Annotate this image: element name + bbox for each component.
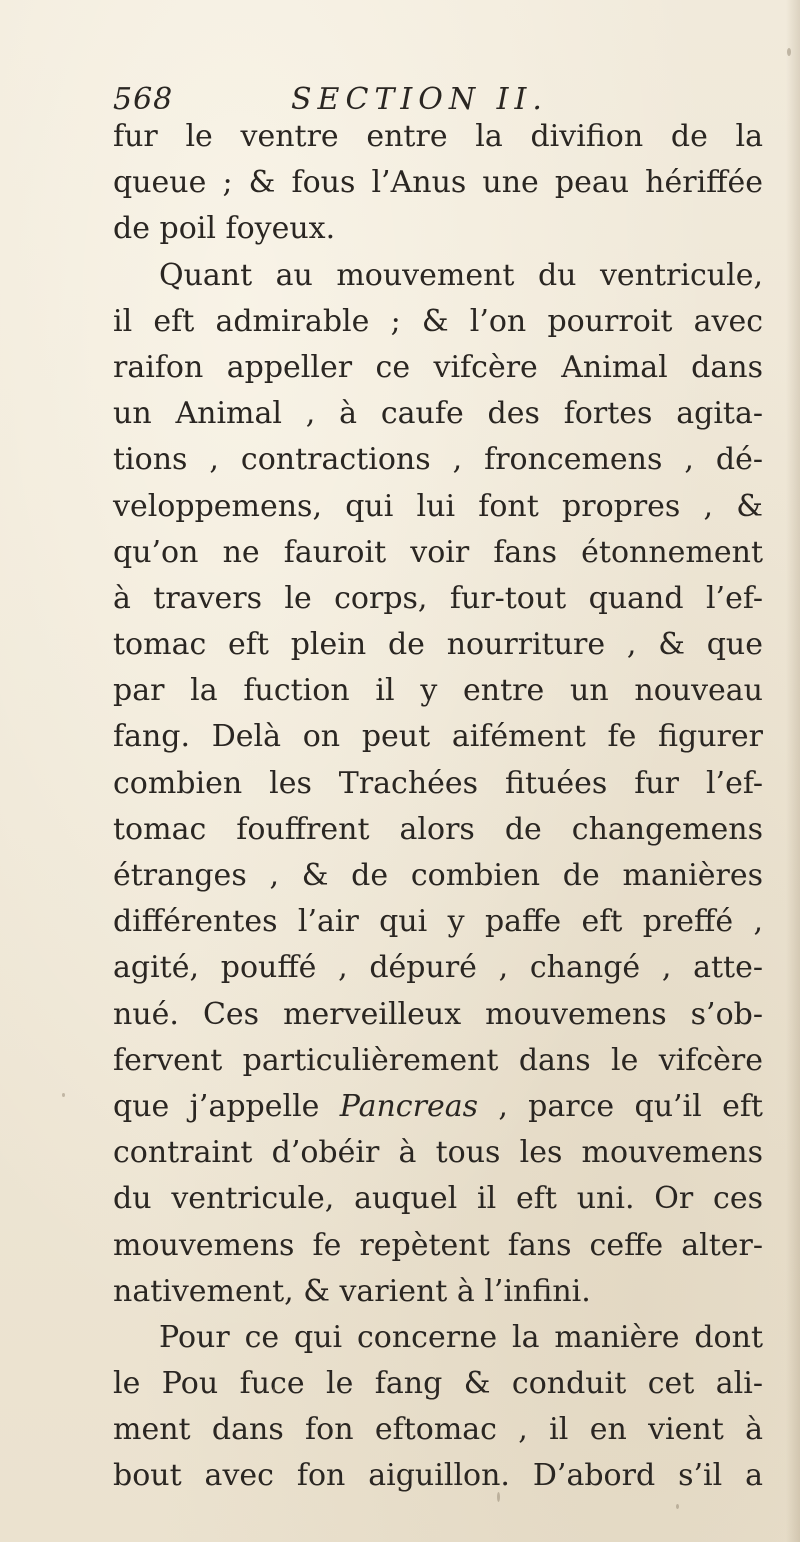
text-line: tomac eft plein de nourriture , & que: [113, 627, 763, 663]
text-line: nué. Ces merveilleux mouvemens s’ob-: [113, 996, 763, 1032]
paper-speck: [273, 1387, 275, 1393]
text-line: de poil foyeux.: [113, 211, 336, 247]
text-fragment: que j’appelle: [113, 1088, 340, 1124]
text-line: ment dans fon eftomac , il en vient à: [113, 1412, 763, 1448]
paper-speck: [787, 48, 791, 56]
text-line: veloppemens, qui lui font propres , &: [113, 488, 763, 524]
text-line: différentes l’air qui y paffe eft preffé ,: [113, 904, 763, 940]
text-line: contraint d’obéir à tous les mouvemens: [113, 1135, 763, 1171]
paper-speck: [497, 1492, 500, 1502]
italic-term-pancreas: Pancreas: [339, 1088, 478, 1124]
body-text: [113, 114, 763, 1500]
text-line: mouvemens fe repètent fans ceffe alter-: [113, 1227, 763, 1263]
text-line: il eft admirable ; & l’on pourroit avec: [113, 303, 763, 339]
text-line: étranges , & de combien de manières: [113, 858, 763, 893]
text-line: bout avec fon aiguillon. D’abord s’il a: [113, 1458, 763, 1494]
text-line: tions , contractions , froncemens , dé-: [113, 442, 763, 478]
text-line: queue ; & fous l’Anus une peau hériffée: [113, 165, 763, 201]
paragraph-first-line: Pour ce qui concerne la manière dont: [159, 1319, 763, 1355]
text-line: fang. Delà on peut aifément fe figurer: [113, 719, 763, 755]
text-line: combien les Trachées fituées fur l’ef-: [113, 765, 763, 801]
paper-speck: [62, 1093, 65, 1097]
text-line: tomac fouffrent alors de changemens: [113, 811, 763, 847]
page-number: 568: [113, 82, 174, 117]
text-line: par la fuction il y entre un nouveau: [113, 673, 763, 709]
page-edge-shadow: [786, 0, 800, 1542]
text-fragment: , parce qu’il eft: [478, 1088, 763, 1124]
text-line: à travers le corps, fur-tout quand l’ef-: [113, 580, 763, 616]
text-line: qu’on ne fauroit voir fans étonnement: [113, 534, 763, 570]
paragraph-first-line: Quant au mouvement du ventricule,: [159, 257, 763, 293]
text-line: du ventricule, auquel il eft uni. Or ces: [113, 1181, 763, 1217]
text-line: un Animal , à caufe des fortes agita-: [113, 396, 763, 432]
text-line: nativement, & varient à l’infini.: [113, 1273, 591, 1309]
text-line: agité, pouffé , dépuré , changé , atte-: [113, 950, 763, 986]
text-line: raifon appeller ce vifcère Animal dans: [113, 349, 763, 385]
paper-speck: [676, 1504, 679, 1509]
text-line: le Pou fuce le fang & conduit cet ali-: [113, 1366, 763, 1402]
running-title: SECTION II.: [291, 82, 548, 117]
text-line: fur le ventre entre la divifion de la: [113, 119, 763, 154]
text-line-with-italic: [113, 1084, 763, 1130]
text-line: fervent particulièrement dans le vifcère: [113, 1042, 763, 1078]
